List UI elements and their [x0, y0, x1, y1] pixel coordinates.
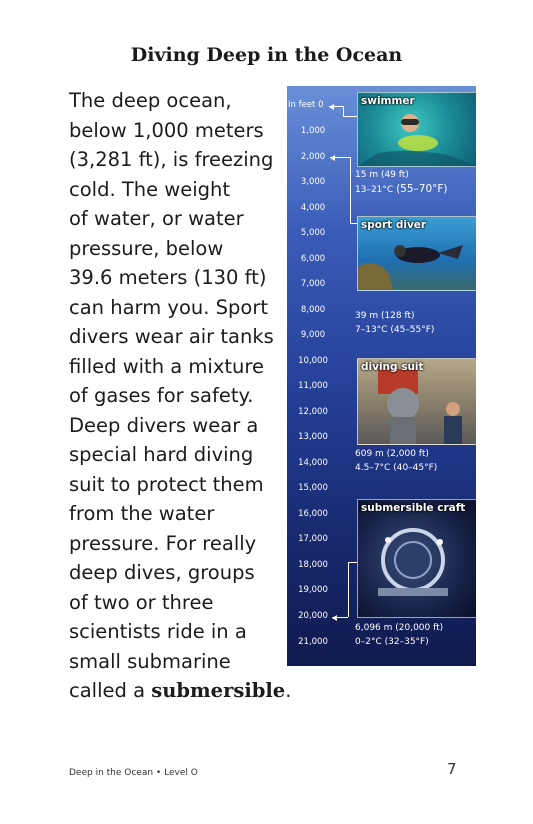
depth-scale-header: In feet 0: [288, 100, 324, 110]
body-paragraph: [69, 86, 292, 706]
diving-suit-photo: [357, 358, 476, 445]
swimmer-depth: 15 m (49 ft): [355, 170, 409, 180]
submersible-depth: 6,096 m (20,000 ft): [355, 623, 444, 633]
depth-tick: 5,000: [300, 228, 326, 238]
pointer-line: [350, 223, 357, 224]
body-line: deep dives, groups: [69, 561, 255, 584]
submersible-temp: 0–2°C (32–35°F): [355, 636, 429, 647]
arrow-icon: [330, 155, 335, 161]
depth-tick: 7,000: [300, 279, 326, 289]
depth-tick: 11,000: [298, 381, 328, 391]
body-line: divers wear air tanks: [69, 325, 274, 348]
body-line: The deep ocean,: [69, 89, 232, 112]
depth-tick: 1,000: [300, 126, 326, 136]
book-title-footer: Deep in the Ocean • Level O: [69, 768, 198, 778]
depth-tick: 19,000: [298, 585, 328, 595]
body-line: of water, or water: [69, 207, 244, 230]
arrow-icon: [329, 104, 334, 110]
pointer-line: [348, 562, 349, 617]
body-line: special hard diving: [69, 443, 254, 466]
panel-label-swimmer: swimmer: [361, 95, 415, 107]
body-line: suit to protect them: [69, 472, 264, 496]
panel-label-sport-diver: sport diver: [361, 219, 427, 231]
swimmer-info: [355, 169, 448, 197]
body-line: scientists ride in a: [69, 620, 247, 643]
body-line: pressure, below: [69, 236, 224, 260]
body-last-line: [69, 676, 292, 706]
body-line: filled with a mixture: [69, 354, 264, 378]
body-line: of gases for safety.: [69, 384, 254, 407]
pointer-line: [350, 157, 351, 223]
depth-infographic: [287, 86, 476, 666]
pointer-line: [348, 562, 357, 563]
submersible-info: [355, 622, 443, 649]
depth-tick: 2,000: [300, 152, 326, 162]
sport-diver-info: [355, 310, 434, 337]
diving-suit-depth: 609 m (2,000 ft): [355, 449, 429, 459]
body-line: small submarine: [69, 649, 231, 673]
depth-tick: 4,000: [300, 203, 326, 213]
depth-tick: 13,000: [298, 432, 328, 442]
body-line: can harm you. Sport: [69, 295, 268, 319]
panel-label-diving-suit: diving suit: [361, 361, 424, 373]
diving-suit-info: [355, 448, 437, 475]
depth-tick: 16,000: [298, 509, 328, 519]
panel-label-submersible: submersible craft: [361, 502, 466, 514]
swimmer-photo: [357, 92, 476, 167]
depth-tick: 9,000: [300, 330, 326, 340]
depth-tick: 20,000: [298, 611, 328, 621]
page-number: 7: [447, 760, 457, 778]
page-title: Diving Deep in the Ocean: [130, 44, 403, 66]
body-line: 39.6 meters (130 ft): [69, 266, 267, 289]
depth-tick: 14,000: [298, 458, 328, 468]
body-line: cold. The weight: [69, 177, 231, 201]
last-line-suffix: .: [285, 679, 292, 702]
sport-diver-temp: 7–13°C (45–55°F): [355, 324, 435, 335]
depth-tick: 15,000: [298, 483, 328, 493]
depth-tick: 12,000: [298, 407, 328, 417]
body-line: from the water: [69, 502, 215, 525]
swimmer-temp: 13–21°C (55–70°F): [355, 182, 448, 195]
depth-tick: 17,000: [298, 534, 328, 544]
glossary-term-submersible: submersible: [151, 679, 286, 702]
last-line-prefix: called a: [69, 679, 152, 702]
sport-diver-photo: [357, 216, 476, 291]
depth-tick: 10,000: [298, 356, 328, 366]
body-line: below 1,000 meters: [69, 118, 264, 142]
diving-suit-temp: 4.5–7°C (40–45°F): [355, 462, 438, 473]
body-line: Deep divers wear a: [69, 413, 259, 437]
depth-tick: 6,000: [300, 254, 326, 264]
body-line: of two or three: [69, 590, 214, 614]
arrow-icon: [332, 615, 337, 621]
body-line: pressure. For really: [69, 531, 257, 555]
depth-tick: 21,000: [298, 637, 328, 647]
body-line: (3,281 ft), is freezing: [69, 148, 274, 171]
depth-tick: 18,000: [298, 560, 328, 570]
pointer-line: [343, 106, 344, 116]
depth-tick: 3,000: [300, 177, 326, 187]
sport-diver-depth: 39 m (128 ft): [355, 311, 415, 321]
depth-tick: 8,000: [300, 305, 326, 315]
pointer-line: [343, 116, 357, 117]
submersible-icon: [358, 500, 476, 617]
submersible-photo: [357, 499, 476, 618]
